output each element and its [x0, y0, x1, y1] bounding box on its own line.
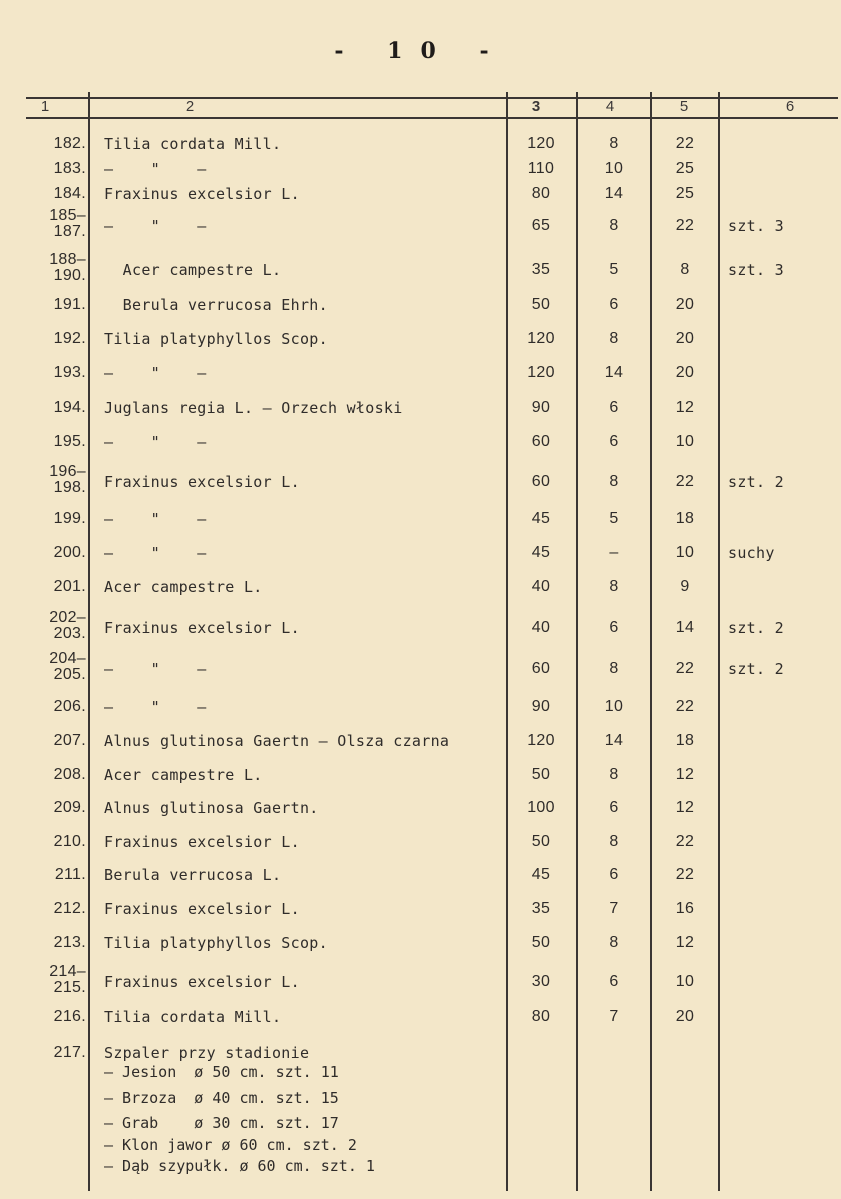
cell-c4: 5: [609, 261, 619, 278]
column-header-6: 6: [785, 98, 795, 115]
cell-c3: 60: [531, 433, 551, 450]
table-row: [0, 763, 841, 789]
cell-c3: 50: [531, 766, 551, 783]
cell-c5: 22: [675, 698, 695, 715]
cell-c3: 60: [531, 473, 551, 490]
cell-name: Berula verrucosa L.: [104, 866, 282, 884]
cell-c5: 20: [675, 1008, 695, 1025]
cell-num: 209.: [53, 799, 86, 816]
cell-name: Tilia platyphyllos Scop.: [104, 330, 328, 348]
table-row: [0, 897, 841, 923]
row-217-line: – Brzoza ø 40 cm. szt. 15: [104, 1089, 339, 1107]
cell-c4: 6: [609, 619, 619, 636]
table-row: [0, 729, 841, 755]
cell-c3: 120: [527, 135, 555, 152]
cell-c3: 45: [531, 544, 551, 561]
row-217-line: – Grab ø 30 cm. szt. 17: [104, 1114, 339, 1132]
table-row: [0, 361, 841, 387]
cell-name: Alnus glutinosa Gaertn.: [104, 799, 319, 817]
cell-c5: 22: [675, 866, 695, 883]
cell-c3: 40: [531, 578, 551, 595]
column-header-4: 4: [605, 98, 615, 115]
cell-num: 214– 215.: [49, 963, 86, 996]
cell-c6: szt. 2: [728, 660, 784, 678]
cell-c5: 25: [675, 185, 695, 202]
table-row: [0, 1005, 841, 1031]
cell-c3: 45: [531, 866, 551, 883]
cell-name: Fraxinus excelsior L.: [104, 833, 300, 851]
cell-c3: 80: [531, 1008, 551, 1025]
cell-num: 195.: [53, 433, 86, 450]
cell-name: Szpaler przy stadionie: [104, 1044, 310, 1062]
cell-c4: 14: [604, 185, 624, 202]
cell-name: – " –: [104, 433, 207, 451]
cell-num: 185– 187.: [49, 207, 86, 240]
table-header-line: [26, 117, 838, 119]
cell-c4: 6: [609, 866, 619, 883]
cell-num: 206.: [53, 698, 86, 715]
column-header-1: 1: [40, 98, 50, 115]
cell-c3: 90: [531, 399, 551, 416]
table-row: [0, 157, 841, 183]
cell-c5: 9: [680, 578, 690, 595]
cell-name: Fraxinus excelsior L.: [104, 473, 300, 491]
cell-num: 210.: [53, 833, 86, 850]
cell-c5: 20: [675, 330, 695, 347]
cell-c5: 20: [675, 364, 695, 381]
cell-c6: szt. 2: [728, 473, 784, 491]
cell-num: 211.: [54, 866, 86, 883]
cell-c5: 10: [675, 544, 695, 561]
cell-num: 204– 205.: [49, 650, 86, 683]
cell-c4: 8: [609, 217, 619, 234]
cell-c4: 6: [609, 433, 619, 450]
cell-num: 193.: [53, 364, 86, 381]
cell-num: 217.: [53, 1044, 86, 1061]
cell-c3: 65: [531, 217, 551, 234]
cell-c3: 30: [531, 973, 551, 990]
cell-c4: 7: [609, 900, 619, 917]
cell-num: 213.: [53, 934, 86, 951]
table-row: [0, 830, 841, 856]
cell-name: – " –: [104, 160, 207, 178]
cell-c3: 120: [527, 330, 555, 347]
cell-num: 183.: [53, 160, 86, 177]
row-217-line: – Klon jawor ø 60 cm. szt. 2: [104, 1136, 357, 1154]
table-row: [0, 132, 841, 158]
cell-num: 188– 190.: [49, 251, 86, 284]
table-row: [0, 931, 841, 957]
cell-c4: 10: [604, 160, 624, 177]
row-217-line: – Jesion ø 50 cm. szt. 11: [104, 1063, 339, 1081]
cell-num: 208.: [53, 766, 86, 783]
cell-c4: 6: [609, 296, 619, 313]
cell-c3: 35: [531, 261, 551, 278]
cell-name: Acer campestre L.: [104, 766, 263, 784]
cell-c3: 40: [531, 619, 551, 636]
table-row: [0, 650, 841, 683]
cell-c4: 6: [609, 973, 619, 990]
table-row: [0, 575, 841, 601]
table-row: [0, 293, 841, 319]
cell-name: Fraxinus excelsior L.: [104, 973, 300, 991]
cell-c6: szt. 3: [728, 217, 784, 235]
cell-name: Acer campestre L.: [104, 578, 263, 596]
cell-c5: 10: [675, 973, 695, 990]
table-row: [0, 327, 841, 353]
cell-name: Fraxinus excelsior L.: [104, 619, 300, 637]
cell-c4: 7: [609, 1008, 619, 1025]
cell-c4: 8: [609, 330, 619, 347]
table-row: [0, 207, 841, 240]
column-header-2: 2: [185, 98, 195, 115]
cell-name: Berula verrucosa Ehrh.: [104, 296, 328, 314]
cell-num: 191.: [53, 296, 86, 313]
table-row: [0, 695, 841, 721]
cell-c3: 100: [527, 799, 555, 816]
cell-c3: 50: [531, 296, 551, 313]
cell-name: Fraxinus excelsior L.: [104, 900, 300, 918]
cell-c5: 22: [675, 660, 695, 677]
column-header-3: 3: [531, 98, 541, 115]
cell-num: 216.: [53, 1008, 86, 1025]
cell-num: 182.: [53, 135, 86, 152]
cell-num: 201.: [53, 578, 86, 595]
cell-c3: 120: [527, 732, 555, 749]
cell-c3: 45: [531, 510, 551, 527]
cell-name: – " –: [104, 217, 207, 235]
cell-name: Tilia cordata Mill.: [104, 135, 282, 153]
cell-name: – " –: [104, 698, 207, 716]
cell-c4: 14: [604, 364, 624, 381]
cell-c5: 10: [675, 433, 695, 450]
table-row: [0, 609, 841, 642]
cell-c6: suchy: [728, 544, 775, 562]
cell-c5: 14: [675, 619, 695, 636]
cell-num: 199.: [53, 510, 86, 527]
cell-c5: 18: [675, 510, 695, 527]
row-217-line: – Dąb szypułk. ø 60 cm. szt. 1: [104, 1157, 375, 1175]
cell-c5: 8: [680, 261, 690, 278]
cell-name: Tilia platyphyllos Scop.: [104, 934, 328, 952]
cell-num: 184.: [53, 185, 86, 202]
cell-num: 196– 198.: [49, 463, 86, 496]
cell-c3: 50: [531, 934, 551, 951]
cell-c6: szt. 3: [728, 261, 784, 279]
cell-c5: 25: [675, 160, 695, 177]
cell-c4: –: [609, 544, 619, 561]
cell-c5: 12: [675, 799, 695, 816]
cell-c4: 6: [609, 399, 619, 416]
cell-name: Tilia cordata Mill.: [104, 1008, 282, 1026]
cell-name: Acer campestre L.: [104, 261, 282, 279]
table-row: [0, 251, 841, 284]
table-row: [0, 507, 841, 533]
table-row: [0, 863, 841, 889]
cell-c4: 8: [609, 473, 619, 490]
cell-c3: 90: [531, 698, 551, 715]
cell-c3: 35: [531, 900, 551, 917]
cell-name: – " –: [104, 660, 207, 678]
column-header-5: 5: [679, 98, 689, 115]
cell-c4: 8: [609, 135, 619, 152]
cell-name: – " –: [104, 544, 207, 562]
table-row: [0, 463, 841, 496]
cell-c3: 50: [531, 833, 551, 850]
cell-c5: 12: [675, 399, 695, 416]
cell-name: Juglans regia L. – Orzech włoski: [104, 399, 403, 417]
cell-c3: 110: [527, 160, 555, 177]
cell-c5: 12: [675, 766, 695, 783]
table-row: [0, 963, 841, 996]
table-row: [0, 396, 841, 422]
cell-name: – " –: [104, 364, 207, 382]
table-row: [0, 796, 841, 822]
table-top-line: [26, 97, 838, 99]
cell-c4: 6: [609, 799, 619, 816]
cell-c5: 18: [675, 732, 695, 749]
cell-num: 200.: [53, 544, 86, 561]
table-row: [0, 430, 841, 456]
cell-c4: 8: [609, 766, 619, 783]
cell-name: – " –: [104, 510, 207, 528]
table-row: [0, 541, 841, 567]
cell-c5: 22: [675, 833, 695, 850]
cell-c5: 22: [675, 473, 695, 490]
cell-c4: 8: [609, 578, 619, 595]
cell-c4: 8: [609, 833, 619, 850]
cell-c5: 16: [675, 900, 695, 917]
cell-c4: 5: [609, 510, 619, 527]
cell-c6: szt. 2: [728, 619, 784, 637]
cell-c4: 10: [604, 698, 624, 715]
cell-c3: 80: [531, 185, 551, 202]
page-number: - 10 -: [334, 38, 507, 64]
cell-num: 192.: [53, 330, 86, 347]
cell-c4: 8: [609, 660, 619, 677]
cell-name: Fraxinus excelsior L.: [104, 185, 300, 203]
cell-c3: 60: [531, 660, 551, 677]
cell-num: 207.: [53, 732, 86, 749]
cell-c3: 120: [527, 364, 555, 381]
cell-num: 194.: [53, 399, 86, 416]
cell-name: Alnus glutinosa Gaertn – Olsza czarna: [104, 732, 450, 750]
cell-c5: 20: [675, 296, 695, 313]
cell-num: 202– 203.: [49, 609, 86, 642]
cell-num: 212.: [53, 900, 86, 917]
cell-c4: 8: [609, 934, 619, 951]
cell-c4: 14: [604, 732, 624, 749]
cell-c5: 22: [675, 217, 695, 234]
cell-c5: 22: [675, 135, 695, 152]
cell-c5: 12: [675, 934, 695, 951]
table-row: [0, 182, 841, 208]
